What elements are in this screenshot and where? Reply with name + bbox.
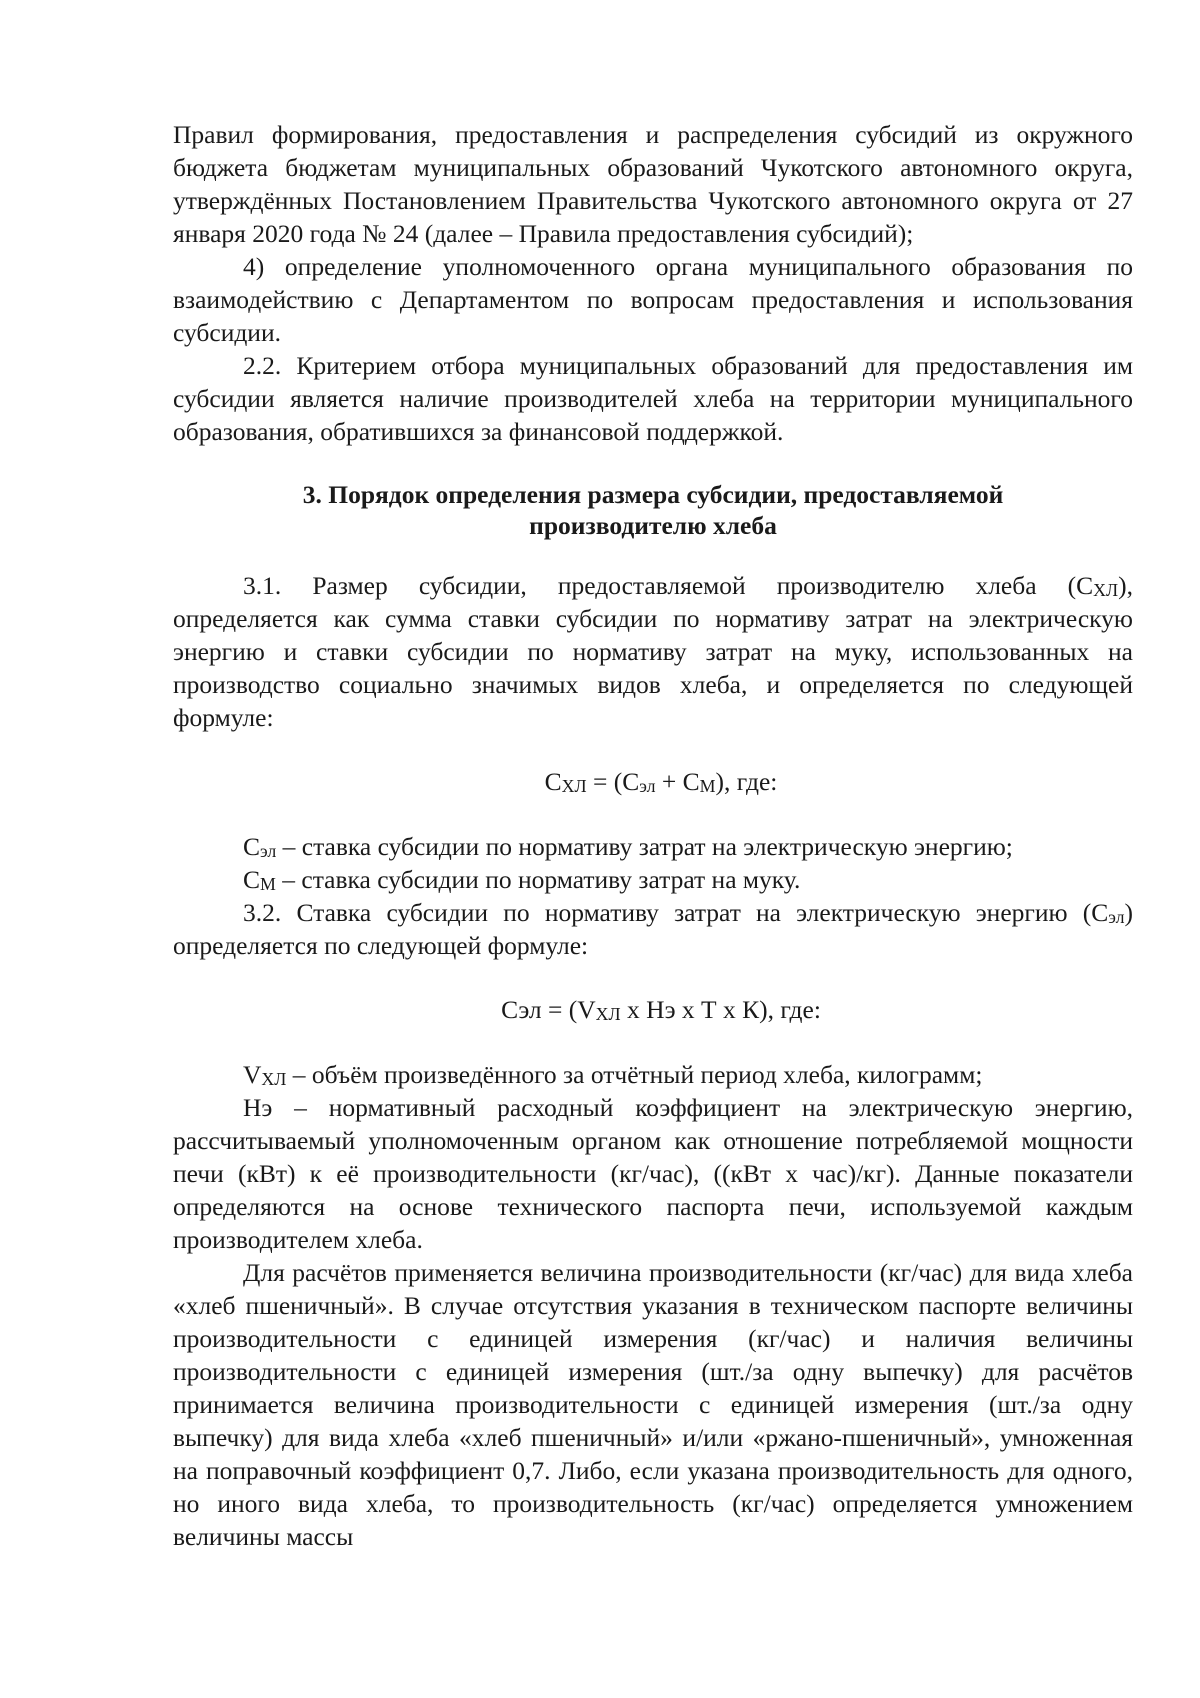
paragraph-calculation: Для расчётов применяется величина производительности (кг/час) для вида хлеба «хлеб пшеничный». В случае отсутствия указания в техническом паспорте величины производительности с единицей измерения (кг/час) и наличия величины производительности с единицей измерения (шт./за одну выпечку) для расчётов принимается величина производительности с единицей измерения (шт./за одну выпечку) для вида хлеба «хлеб пшеничный» и/или «ржано-пшеничный», умноженная на поправочный коэффициент 0,7. Либо, если указана производительность для одного, но иного вида хлеба, то производительность (кг/час) определяется умножением величины массы (173, 1258, 1133, 1551)
p31-text-after: ), определяется как сумма ставки субсидии по нормативу затрат на электрическую энергию и ставки субсидии по нормативу затрат на муку, использованных на производство социально значимых видов хлеба, и определяется по следующей формуле: (173, 571, 1133, 732)
definition-v (173, 1058, 1133, 1091)
formula-electric-rate (181, 993, 1141, 1026)
f2-text-2: x Нэ x Т x К), где: (620, 995, 821, 1024)
paragraph-3-2 (173, 896, 1133, 962)
formula-total-subsidy (181, 765, 1141, 798)
p31-subscript: ХЛ (1093, 580, 1119, 601)
def-sel-symbol: С (243, 832, 261, 861)
section-heading-line-2: производителю хлеба (529, 511, 777, 540)
section-heading (173, 479, 1133, 541)
f2-text-1: Сэл = (V (501, 995, 596, 1024)
document-page (173, 118, 1133, 1553)
f1-text-3: ), где: (715, 767, 778, 796)
def-v-text: – объём произведённого за отчётный период хлеба, килограмм; (286, 1060, 983, 1089)
f1-symbol: С (544, 767, 562, 796)
def-v-symbol: V (243, 1060, 262, 1089)
definition-sm (173, 863, 1133, 896)
def-sm-subscript: М (260, 874, 276, 895)
def-sm-text: – ставка субсидии по нормативу затрат на муку. (275, 865, 801, 894)
f1-sub-2: эл (639, 776, 656, 797)
definition-n: Нэ – нормативный расходный коэффициент на электрическую энергию, рассчитываемый уполномоченным органом как отношение потребляемой мощности печи (кВт) к её производительности (кг/час), ((кВт x час)/кг). Данные показатели определяются на основе технического паспорта печи, используемой каждым производителем хлеба. (173, 1093, 1133, 1254)
f1-sub-1: ХЛ (561, 776, 587, 797)
p32-subscript: эл (1108, 907, 1125, 928)
def-v-subscript: ХЛ (261, 1069, 287, 1090)
paragraph-item-4: 4) определение уполномоченного органа муниципального образования по взаимодействию с Департаментом по вопросам предоставления и использования субсидии. (173, 252, 1133, 347)
paragraph-3-1 (173, 569, 1133, 734)
f1-text-2: + С (655, 767, 700, 796)
section-heading-line-1: 3. Порядок определения размера субсидии, предоставляемой (302, 480, 1004, 509)
f2-sub-1: ХЛ (595, 1004, 621, 1025)
def-sel-text: – ставка субсидии по нормативу затрат на электрическую энергию; (276, 832, 1013, 861)
f1-sub-3: М (699, 776, 716, 797)
definition-sel (173, 830, 1133, 863)
def-sm-symbol: С (243, 865, 261, 894)
def-sel-subscript: эл (260, 841, 277, 862)
paragraph-rules-reference: Правил формирования, предоставления и распределения субсидий из окружного бюджета бюджетам муниципальных образований Чукотского автономного округа, утверждённых Постановлением Правительства Чукотского автономного округа от 27 января 2020 года № 24 (далее – Правила предоставления субсидий); (173, 120, 1133, 248)
paragraph-2-2: 2.2. Критерием отбора муниципальных образований для предоставления им субсидии является наличие производителей хлеба на территории муниципального образования, обратившихся за финансовой поддержкой. (173, 351, 1133, 446)
p32-text: 3.2. Ставка субсидии по нормативу затрат на электрическую энергию (С (243, 898, 1109, 927)
p31-text-before: 3.1. Размер субсидии, предоставляемой производителю хлеба (С (243, 571, 1094, 600)
p32-text-after: ) определяется по следующей формуле: (173, 898, 1133, 960)
f1-text-1: = (С (586, 767, 640, 796)
